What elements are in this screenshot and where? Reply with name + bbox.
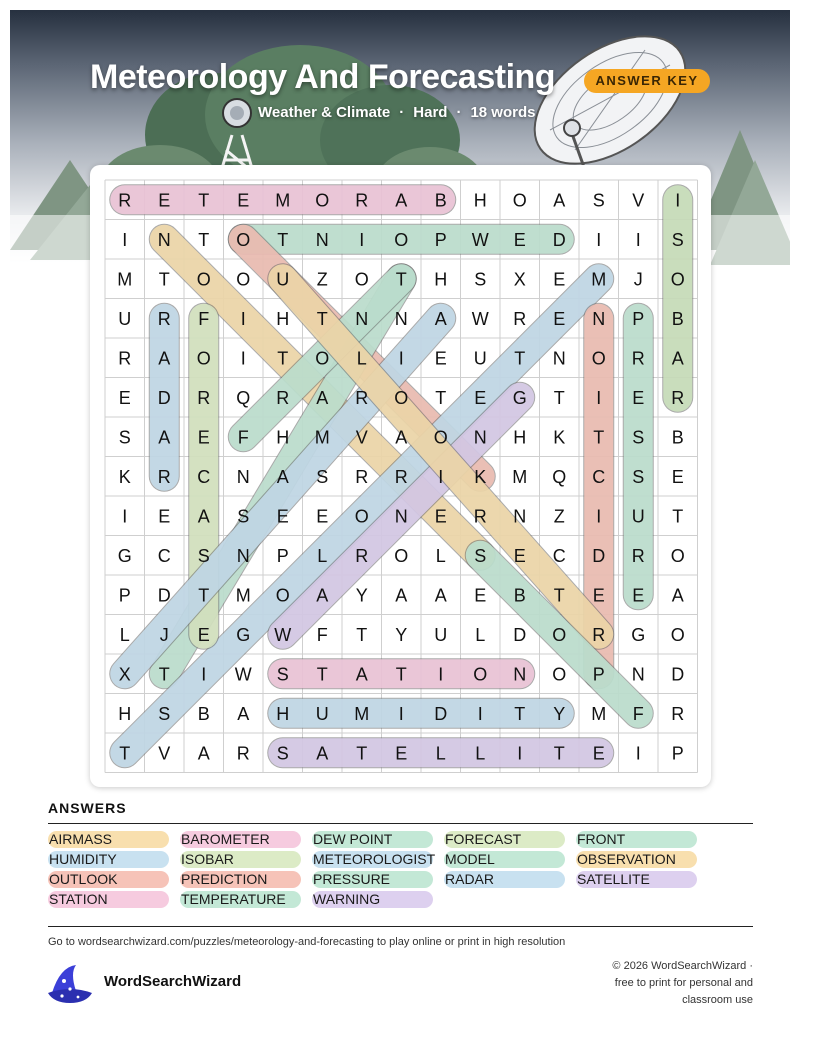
grid-letter: K xyxy=(474,466,487,487)
grid-letter: O xyxy=(394,387,409,408)
grid-letter: E xyxy=(276,506,289,527)
grid-letter: D xyxy=(157,585,171,606)
grid-letter: H xyxy=(276,703,290,724)
grid-letter: R xyxy=(394,466,408,487)
grid-letter: I xyxy=(596,229,602,250)
footer-divider xyxy=(48,926,753,927)
answer-word: WARNING xyxy=(312,891,433,908)
grid-letter: S xyxy=(197,545,210,566)
grid-letter: E xyxy=(434,348,447,369)
grid-letter: E xyxy=(592,743,605,764)
answers-heading: ANSWERS xyxy=(48,800,127,816)
grid-letter: Z xyxy=(316,269,328,290)
grid-letter: A xyxy=(197,743,210,764)
grid-letter: B xyxy=(671,308,684,329)
grid-letter: A xyxy=(395,190,408,211)
copyright-line: classroom use xyxy=(682,994,753,1006)
grid-letter: R xyxy=(276,387,290,408)
grid-letter: S xyxy=(316,466,329,487)
grid-letter: C xyxy=(552,545,566,566)
grid-letter: I xyxy=(596,506,602,527)
grid-letter: A xyxy=(316,585,329,606)
grid-letter: I xyxy=(438,466,444,487)
grid-letter: O xyxy=(315,348,330,369)
grid-letter: O xyxy=(394,229,409,250)
grid-letter: T xyxy=(395,664,407,685)
meta-separator: · xyxy=(399,104,405,121)
grid-letter: L xyxy=(119,624,130,645)
grid-letter: R xyxy=(157,466,171,487)
grid-letter: F xyxy=(198,308,210,329)
meta-separator: · xyxy=(456,104,462,121)
grid-letter: N xyxy=(513,664,527,685)
grid-letter: D xyxy=(157,387,171,408)
answer-word: ISOBAR xyxy=(180,851,301,868)
grid-letter: H xyxy=(513,427,527,448)
grid-letter: P xyxy=(592,664,605,685)
grid-letter: S xyxy=(592,190,605,211)
grid-letter: L xyxy=(435,743,446,764)
grid-letter: E xyxy=(395,743,408,764)
grid-letter: R xyxy=(197,387,211,408)
grid-letter: I xyxy=(359,229,365,250)
grid-letter: A xyxy=(197,506,210,527)
grid-letter: V xyxy=(158,743,171,764)
grid-letter: I xyxy=(240,348,246,369)
grid-letter: T xyxy=(119,743,131,764)
grid-letter: A xyxy=(237,703,250,724)
grid-letter: O xyxy=(670,545,685,566)
grid-letter: S xyxy=(474,269,487,290)
grid-letter: A xyxy=(355,664,368,685)
grid-letter: T xyxy=(593,427,605,448)
grid-letter: A xyxy=(316,387,329,408)
grid-letter: O xyxy=(552,624,567,645)
grid-letter: E xyxy=(158,190,171,211)
grid-letter: I xyxy=(596,387,602,408)
grid-letter: O xyxy=(196,269,211,290)
grid-letter: X xyxy=(513,269,526,290)
grid-letter: R xyxy=(513,308,527,329)
grid-letter: L xyxy=(475,743,486,764)
grid-letter: M xyxy=(235,585,251,606)
grid-letter: I xyxy=(240,308,246,329)
grid-letter: C xyxy=(197,466,211,487)
grid-letter: C xyxy=(157,545,171,566)
grid-letter: O xyxy=(433,427,448,448)
grid-letter: S xyxy=(671,229,684,250)
grid-letter: L xyxy=(475,624,486,645)
grid-letter: A xyxy=(316,743,329,764)
grid-letter: E xyxy=(118,387,131,408)
answer-word: METEOROLOGIST xyxy=(313,851,436,867)
grid-letter: R xyxy=(355,545,369,566)
grid-letter: A xyxy=(553,190,566,211)
grid-letter: M xyxy=(512,466,528,487)
grid-letter: R xyxy=(473,506,487,527)
grid-letter: U xyxy=(276,269,290,290)
answer-key-badge: ANSWER KEY xyxy=(584,69,710,93)
grid-letter: O xyxy=(275,585,290,606)
grid-letter: R xyxy=(671,703,685,724)
grid-letter: E xyxy=(632,387,645,408)
grid-letter: O xyxy=(354,269,369,290)
grid-letter: B xyxy=(197,703,210,724)
grid-letter: F xyxy=(237,427,249,448)
grid-letter: R xyxy=(631,545,645,566)
grid-letter: M xyxy=(314,427,330,448)
answer-word: DEW POINT xyxy=(312,831,433,848)
grid-letter: H xyxy=(118,703,132,724)
grid-letter: N xyxy=(236,545,250,566)
grid-letter: P xyxy=(276,545,289,566)
grid-letter: N xyxy=(315,229,329,250)
grid-letter: F xyxy=(316,624,328,645)
grid-letter: O xyxy=(236,229,251,250)
grid-letter: R xyxy=(355,466,369,487)
grid-letter: E xyxy=(197,427,210,448)
grid-letter: E xyxy=(474,585,487,606)
grid-letter: R xyxy=(631,348,645,369)
grid-letter: W xyxy=(234,664,252,685)
grid-letter: G xyxy=(631,624,646,645)
grid-letter: O xyxy=(315,190,330,211)
answer-word: OBSERVATION xyxy=(576,851,697,868)
grid-letter: T xyxy=(356,743,368,764)
grid-letter: S xyxy=(474,545,487,566)
grid-letter: E xyxy=(474,387,487,408)
grid-letter: W xyxy=(471,229,489,250)
word-count-label: 18 words xyxy=(470,104,536,121)
grid-letter: D xyxy=(552,229,566,250)
answer-word: HUMIDITY xyxy=(48,851,169,868)
grid-letter: G xyxy=(236,624,251,645)
grid-letter: A xyxy=(434,308,447,329)
grid-letter: E xyxy=(671,466,684,487)
grid-letter: P xyxy=(671,743,684,764)
wizard-hat-icon xyxy=(46,963,94,1005)
grid-letter: U xyxy=(631,506,645,527)
grid-letter: U xyxy=(118,308,132,329)
grid-letter: E xyxy=(237,190,250,211)
grid-letter: T xyxy=(198,190,210,211)
grid-letter: N xyxy=(592,308,606,329)
play-online-link[interactable]: Go to wordsearchwizard.com/puzzles/meteorology-and-forecasting to play online or print in high resolution xyxy=(48,936,566,948)
grid-letter: M xyxy=(275,190,291,211)
grid-letter: I xyxy=(122,506,128,527)
grid-letter: O xyxy=(236,269,251,290)
grid-letter: V xyxy=(632,190,645,211)
grid-letter: G xyxy=(117,545,132,566)
grid-letter: O xyxy=(394,545,409,566)
grid-letter: M xyxy=(591,703,607,724)
grid-letter: E xyxy=(434,506,447,527)
grid-letter: W xyxy=(274,624,292,645)
difficulty-label: Hard xyxy=(413,104,448,121)
grid-letter: J xyxy=(159,624,169,645)
grid-letter: T xyxy=(198,229,210,250)
answer-word: SATELLITE xyxy=(576,871,697,888)
grid-letter: I xyxy=(122,229,128,250)
grid-letter: N xyxy=(355,308,369,329)
grid-letter: T xyxy=(672,506,684,527)
grid-letter: G xyxy=(512,387,527,408)
grid-letter: H xyxy=(276,308,290,329)
grid-letter: O xyxy=(473,664,488,685)
grid-letter: E xyxy=(553,308,566,329)
grid-letter: I xyxy=(398,348,404,369)
grid-letter: T xyxy=(553,585,565,606)
grid-letter: A xyxy=(395,427,408,448)
grid-letter: T xyxy=(395,269,407,290)
grid-letter: M xyxy=(591,269,607,290)
grid-letter: Y xyxy=(553,703,566,724)
grid-letter: O xyxy=(354,506,369,527)
grid-letter: N xyxy=(631,664,645,685)
grid-letter: P xyxy=(434,229,447,250)
grid-letter: T xyxy=(158,269,170,290)
grid-letter: R xyxy=(671,387,685,408)
grid-letter: T xyxy=(158,664,170,685)
grid-letter: T xyxy=(316,308,328,329)
grid-letter: C xyxy=(592,466,606,487)
grid-letter: F xyxy=(632,703,644,724)
grid-letter: I xyxy=(398,703,404,724)
grid-letter: O xyxy=(196,348,211,369)
grid-letter: A xyxy=(434,585,447,606)
grid-letter: T xyxy=(356,624,368,645)
grid-letter: B xyxy=(671,427,684,448)
puzzle-meta xyxy=(258,104,535,121)
grid-letter: E xyxy=(592,585,605,606)
answer-word: TEMPERATURE xyxy=(180,891,301,908)
copyright-notice xyxy=(573,958,753,1009)
grid-letter: T xyxy=(553,387,565,408)
answer-word: AIRMASS xyxy=(48,831,169,848)
grid-letter: V xyxy=(355,427,368,448)
page-title: Meteorology And Forecasting xyxy=(90,58,556,96)
grid-letter: D xyxy=(592,545,606,566)
grid-letter: I xyxy=(201,664,207,685)
copyright-line: free to print for personal and xyxy=(614,977,753,989)
grid-letter: Q xyxy=(236,387,251,408)
grid-letter: Q xyxy=(552,466,567,487)
grid-letter: E xyxy=(553,269,566,290)
grid-letter: I xyxy=(635,229,641,250)
grid-letter: D xyxy=(434,703,448,724)
grid-letter: N xyxy=(394,308,408,329)
grid-letter: E xyxy=(197,624,210,645)
grid-letter: L xyxy=(435,545,446,566)
grid-letter: S xyxy=(276,743,289,764)
grid-letter: M xyxy=(117,269,133,290)
answers-divider xyxy=(48,823,753,824)
grid-letter: I xyxy=(438,664,444,685)
grid-letter: H xyxy=(473,190,487,211)
grid-letter: S xyxy=(118,427,131,448)
grid-letter: S xyxy=(276,664,289,685)
grid-letter: P xyxy=(118,585,131,606)
grid-letter: R xyxy=(592,624,606,645)
copyright-line: © 2026 WordSearchWizard · xyxy=(612,960,753,972)
grid-letter: A xyxy=(671,348,684,369)
grid-letter: T xyxy=(553,743,565,764)
grid-letter: N xyxy=(513,506,527,527)
grid-letter: X xyxy=(118,664,131,685)
grid-letter: K xyxy=(118,466,131,487)
grid-letter: B xyxy=(434,190,447,211)
grid-letter: P xyxy=(632,308,645,329)
grid-letter: S xyxy=(158,703,171,724)
answer-word: MODEL xyxy=(444,851,565,868)
word-search-grid xyxy=(90,165,711,787)
grid-letter: O xyxy=(591,348,606,369)
grid-letter: E xyxy=(513,545,526,566)
grid-letter: A xyxy=(276,466,289,487)
grid-letter: N xyxy=(157,229,171,250)
grid-letter: A xyxy=(158,348,171,369)
grid-letter: K xyxy=(553,427,566,448)
grid-letter: T xyxy=(198,585,210,606)
grid-letter: E xyxy=(513,229,526,250)
grid-letter: N xyxy=(552,348,566,369)
grid-letter: I xyxy=(675,190,681,211)
grid-letter: O xyxy=(670,624,685,645)
grid-letter: A xyxy=(395,585,408,606)
grid-letter: S xyxy=(237,506,250,527)
grid-letter: T xyxy=(435,387,447,408)
grid-letter: A xyxy=(158,427,171,448)
grid-letter: R xyxy=(355,190,369,211)
grid-letter: S xyxy=(632,427,645,448)
grid-letter: E xyxy=(632,585,645,606)
grid-letter: M xyxy=(354,703,370,724)
puzzle-card xyxy=(90,165,711,787)
grid-letter: J xyxy=(633,269,643,290)
grid-letter: D xyxy=(513,624,527,645)
answer-word: FRONT xyxy=(576,831,697,848)
grid-letter: Y xyxy=(355,585,368,606)
grid-letter: U xyxy=(473,348,487,369)
grid-letter: N xyxy=(473,427,487,448)
grid-letter: N xyxy=(394,506,408,527)
grid-letter: D xyxy=(671,664,685,685)
grid-letter: H xyxy=(276,427,290,448)
answer-word: BAROMETER xyxy=(180,831,301,848)
grid-letter: L xyxy=(317,545,328,566)
grid-letter: Y xyxy=(395,624,408,645)
grid-letter: R xyxy=(355,387,369,408)
answer-word: FORECAST xyxy=(444,831,565,848)
grid-letter: R xyxy=(118,190,132,211)
answer-word: PRESSURE xyxy=(312,871,433,888)
grid-letter: R xyxy=(236,743,250,764)
grid-letter: H xyxy=(434,269,448,290)
grid-letter: W xyxy=(471,308,489,329)
grid-letter: T xyxy=(514,703,526,724)
grid-letter: L xyxy=(356,348,367,369)
grid-letter: S xyxy=(632,466,645,487)
grid-letter: N xyxy=(236,466,250,487)
grid-letter: U xyxy=(315,703,329,724)
grid-letter: T xyxy=(277,229,289,250)
answer-word: RADAR xyxy=(444,871,565,888)
answer-word: STATION xyxy=(48,891,169,908)
grid-letter: I xyxy=(517,743,523,764)
grid-letters xyxy=(117,190,685,763)
grid-letter: R xyxy=(118,348,132,369)
grid-letter: O xyxy=(670,269,685,290)
grid-letter: T xyxy=(277,348,289,369)
grid-letter: T xyxy=(316,664,328,685)
grid-letter: O xyxy=(512,190,527,211)
grid-letter: Z xyxy=(553,506,565,527)
grid-letter: I xyxy=(635,743,641,764)
answer-word: OUTLOOK xyxy=(48,871,169,888)
grid-letter: U xyxy=(434,624,448,645)
grid-letter: A xyxy=(671,585,684,606)
answer-word: PREDICTION xyxy=(180,871,301,888)
grid-letter: B xyxy=(513,585,526,606)
grid-letter: E xyxy=(316,506,329,527)
brand-name: WordSearchWizard xyxy=(104,973,242,990)
grid-letter: I xyxy=(477,703,483,724)
grid-letter: O xyxy=(552,664,567,685)
category-label: Weather & Climate xyxy=(258,104,391,121)
grid-letter: R xyxy=(157,308,171,329)
grid-letter: E xyxy=(158,506,171,527)
grid-letter: T xyxy=(514,348,526,369)
